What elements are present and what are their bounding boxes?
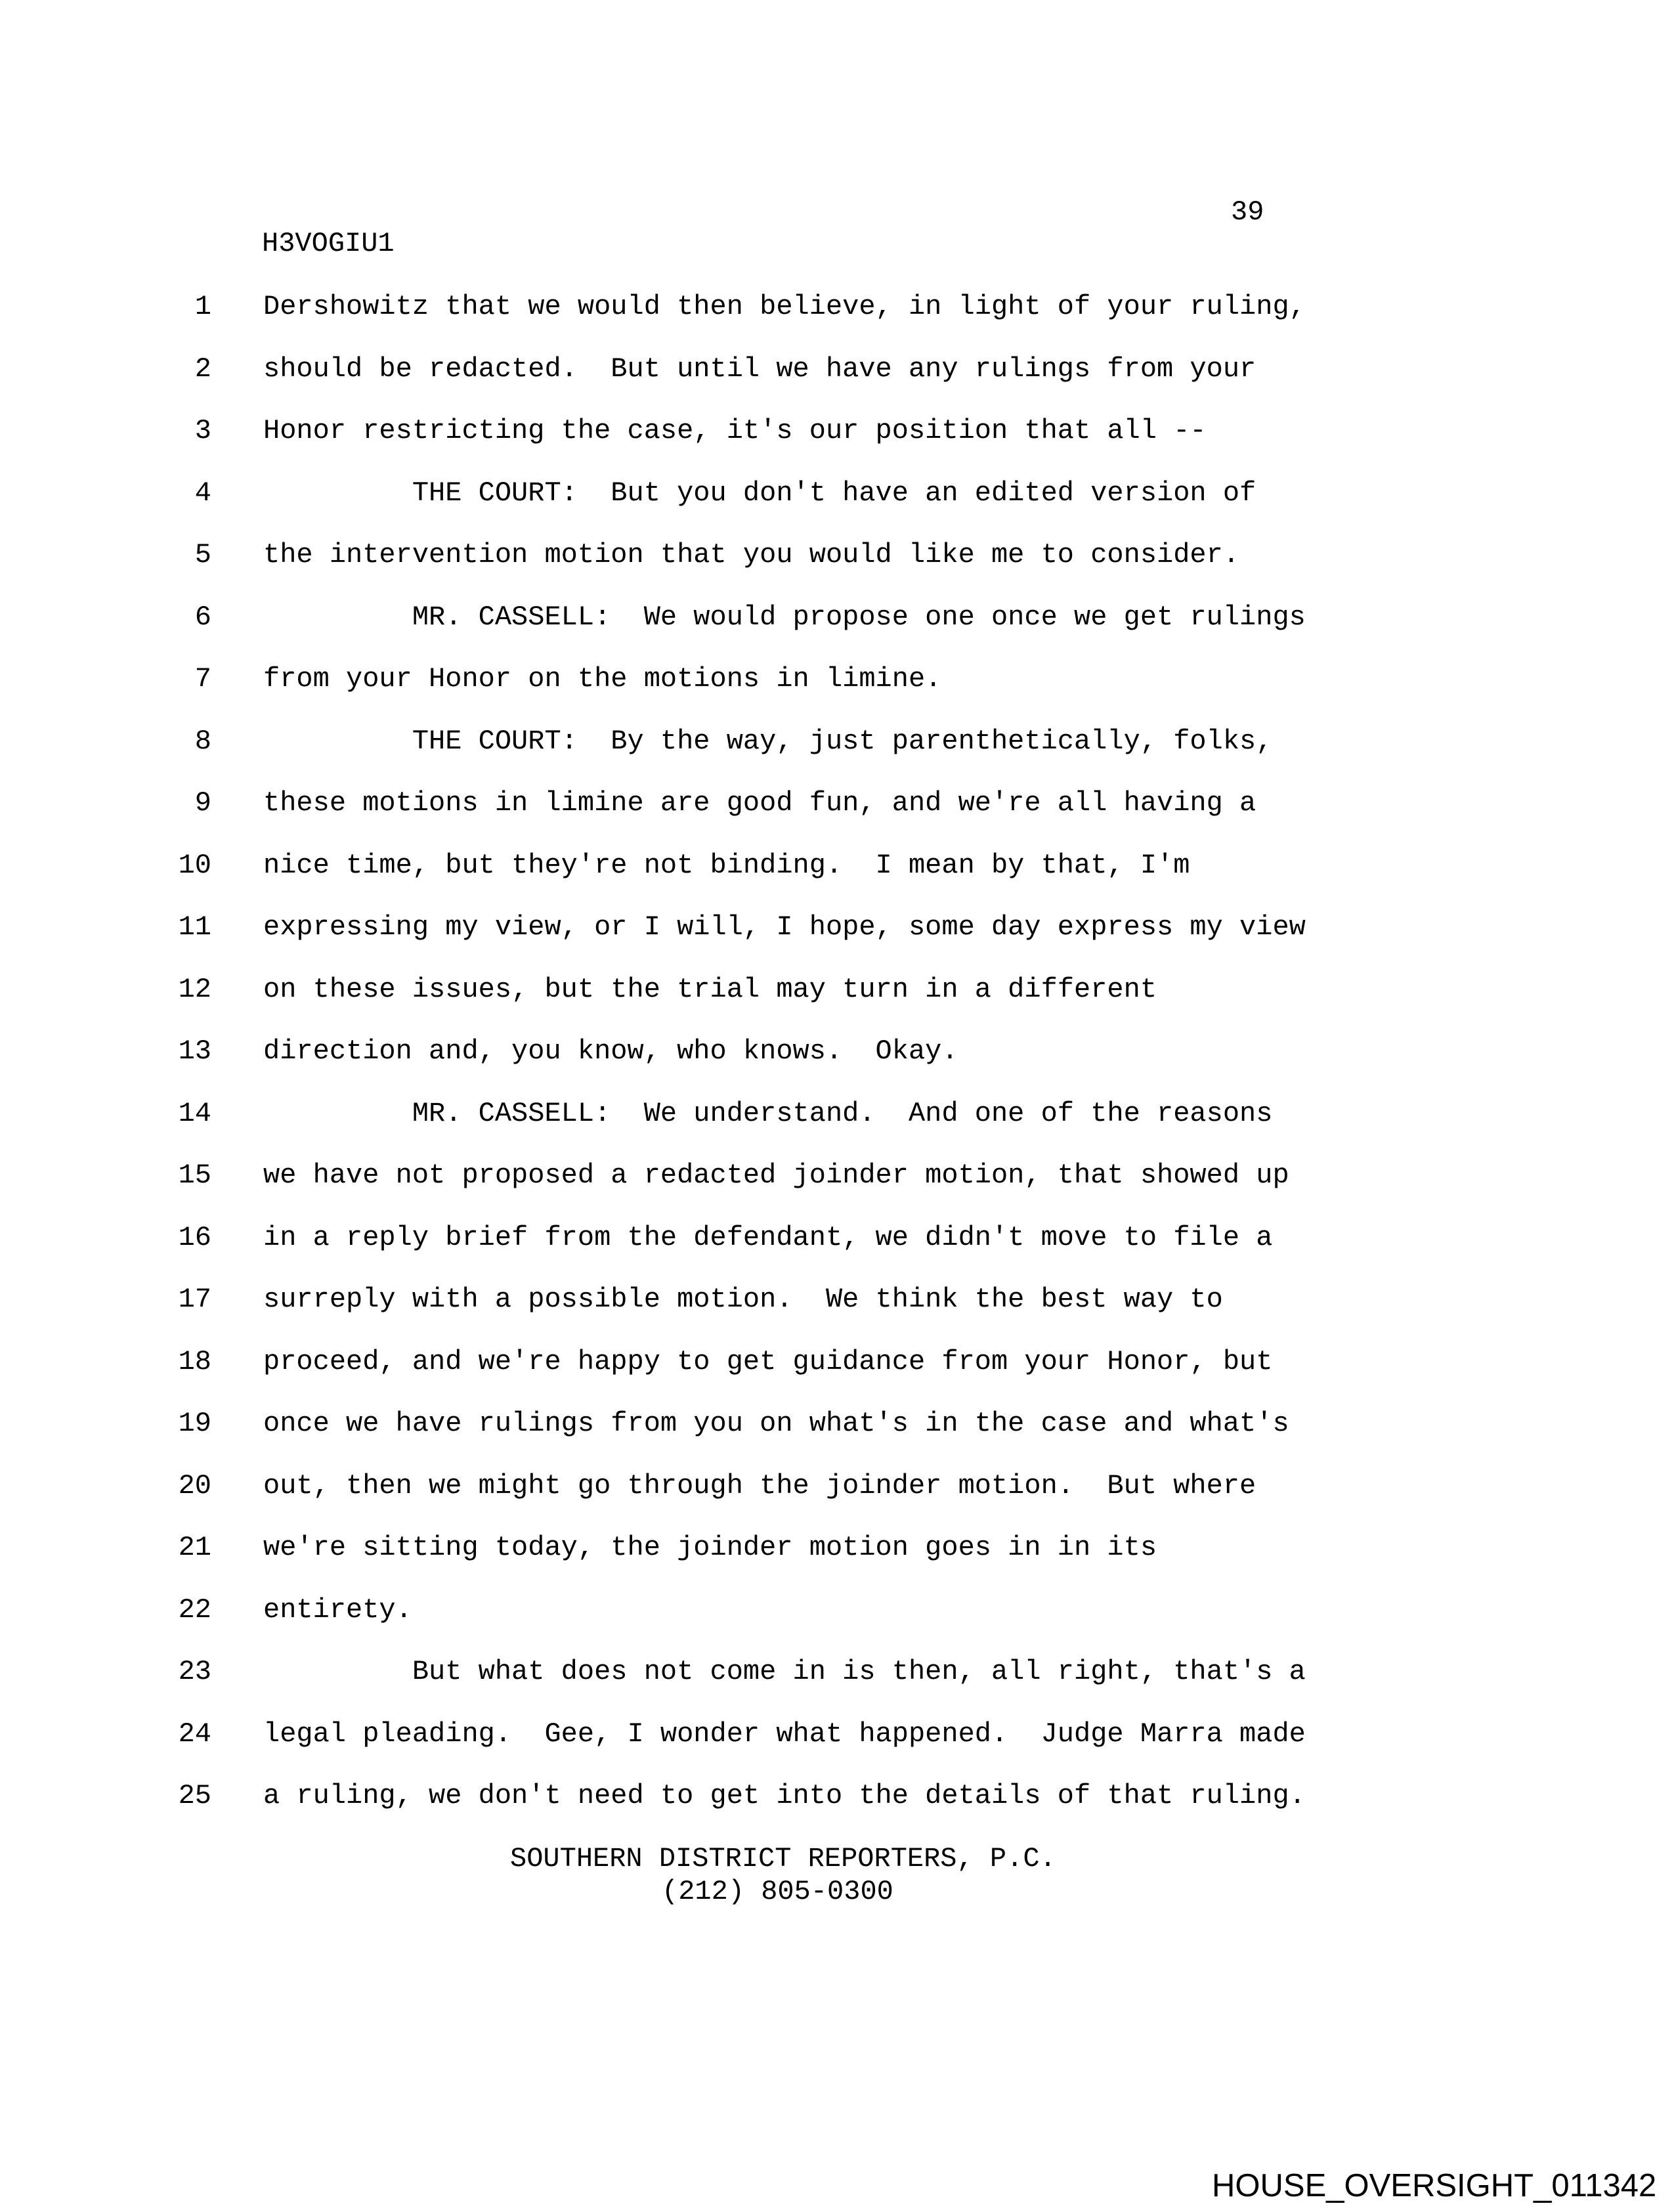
line-text: direction and, you know, who knows. Okay. [263, 1035, 958, 1067]
line-number: 13 [178, 1035, 211, 1067]
line-text: nice time, but they're not binding. I mean by that, I'm [263, 849, 1190, 881]
transcript-line [0, 789, 1674, 818]
transcript-header-id: H3VOGIU1 [262, 228, 395, 259]
line-text: But what does not come in is then, all right, that's a [263, 1656, 1306, 1687]
transcript-line [0, 1534, 1674, 1563]
transcript-line [0, 1782, 1674, 1811]
line-number: 20 [178, 1469, 211, 1502]
line-number: 4 [194, 477, 211, 509]
line-text: THE COURT: But you don't have an edited version of [263, 477, 1256, 509]
reporter-phone: (212) 805-0300 [662, 1876, 893, 1907]
transcript-line [0, 1410, 1674, 1439]
line-number: 17 [178, 1284, 211, 1315]
line-text: expressing my view, or I will, I hope, some day express my view [263, 911, 1306, 943]
transcript-line [0, 849, 1674, 881]
transcript-line [0, 913, 1674, 942]
line-number: 7 [194, 663, 211, 695]
line-text: should be redacted. But until we have any rulings from your [263, 353, 1256, 385]
line-number: 24 [178, 1718, 211, 1750]
line-text: MR. CASSELL: We understand. And one of the reasons [263, 1097, 1273, 1129]
line-text: a ruling, we don't need to get into the details of that ruling. [263, 1780, 1306, 1811]
transcript-line [0, 1469, 1674, 1502]
line-number: 25 [178, 1780, 211, 1811]
transcript-line [0, 1161, 1674, 1190]
transcript-line [0, 727, 1674, 756]
line-number: 19 [178, 1408, 211, 1439]
line-number: 18 [178, 1345, 211, 1377]
transcript-line [0, 603, 1674, 632]
line-text: these motions in limine are good fun, and we're all having a [263, 787, 1256, 819]
line-number: 16 [178, 1221, 211, 1253]
line-text: THE COURT: By the way, just parenthetically, folks, [263, 725, 1273, 757]
transcript-line [0, 1596, 1674, 1625]
line-number: 21 [178, 1532, 211, 1563]
transcript-line [0, 973, 1674, 1005]
line-text: we have not proposed a redacted joinder motion, that showed up [263, 1160, 1289, 1191]
transcript-line [0, 541, 1674, 570]
transcript-line [0, 665, 1674, 694]
transcript-line [0, 1221, 1674, 1253]
transcript-line [0, 417, 1674, 446]
line-text: surreply with a possible motion. We think the best way to [263, 1284, 1223, 1315]
transcript-line [0, 355, 1674, 384]
line-number: 15 [178, 1160, 211, 1191]
transcript-line [0, 1720, 1674, 1749]
transcript-line [0, 1658, 1674, 1687]
line-text: the intervention motion that you would like me to consider. [263, 539, 1240, 571]
line-number: 12 [178, 973, 211, 1005]
line-text: once we have rulings from you on what's in the case and what's [263, 1408, 1289, 1439]
line-number: 2 [194, 353, 211, 385]
line-text: on these issues, but the trial may turn in a different [263, 973, 1157, 1005]
line-number: 23 [178, 1656, 211, 1687]
line-text: proceed, and we're happy to get guidance from your Honor, but [263, 1345, 1273, 1377]
line-text: entirety. [263, 1594, 412, 1626]
line-number: 6 [194, 601, 211, 633]
line-text: MR. CASSELL: We would propose one once we get rulings [263, 601, 1306, 633]
reporter-firm: SOUTHERN DISTRICT REPORTERS, P.C. [510, 1843, 1056, 1875]
line-number: 9 [194, 787, 211, 819]
transcript-line [0, 1037, 1674, 1066]
line-text: we're sitting today, the joinder motion goes in in its [263, 1532, 1157, 1563]
line-text: legal pleading. Gee, I wonder what happened. Judge Marra made [263, 1718, 1306, 1750]
transcript-line [0, 1286, 1674, 1314]
transcript-line [0, 1345, 1674, 1377]
line-number: 14 [178, 1097, 211, 1129]
page-number: 39 [1231, 196, 1264, 228]
line-text: Dershowitz that we would then believe, in light of your ruling, [263, 291, 1306, 322]
line-text: Honor restricting the case, it's our position that all -- [263, 415, 1207, 446]
line-number: 5 [194, 539, 211, 571]
line-text: in a reply brief from the defendant, we didn't move to file a [263, 1221, 1273, 1253]
line-number: 1 [194, 291, 211, 322]
transcript-line [0, 293, 1674, 322]
line-text: from your Honor on the motions in limine. [263, 663, 942, 695]
bates-stamp: HOUSE_OVERSIGHT_011342 [1212, 2168, 1657, 2203]
line-number: 3 [194, 415, 211, 446]
transcript-line [0, 1097, 1674, 1129]
line-number: 11 [178, 911, 211, 943]
line-number: 22 [178, 1594, 211, 1626]
line-number: 8 [194, 725, 211, 757]
line-text: out, then we might go through the joinder motion. But where [263, 1469, 1256, 1502]
transcript-line [0, 479, 1674, 508]
line-number: 10 [178, 849, 211, 881]
